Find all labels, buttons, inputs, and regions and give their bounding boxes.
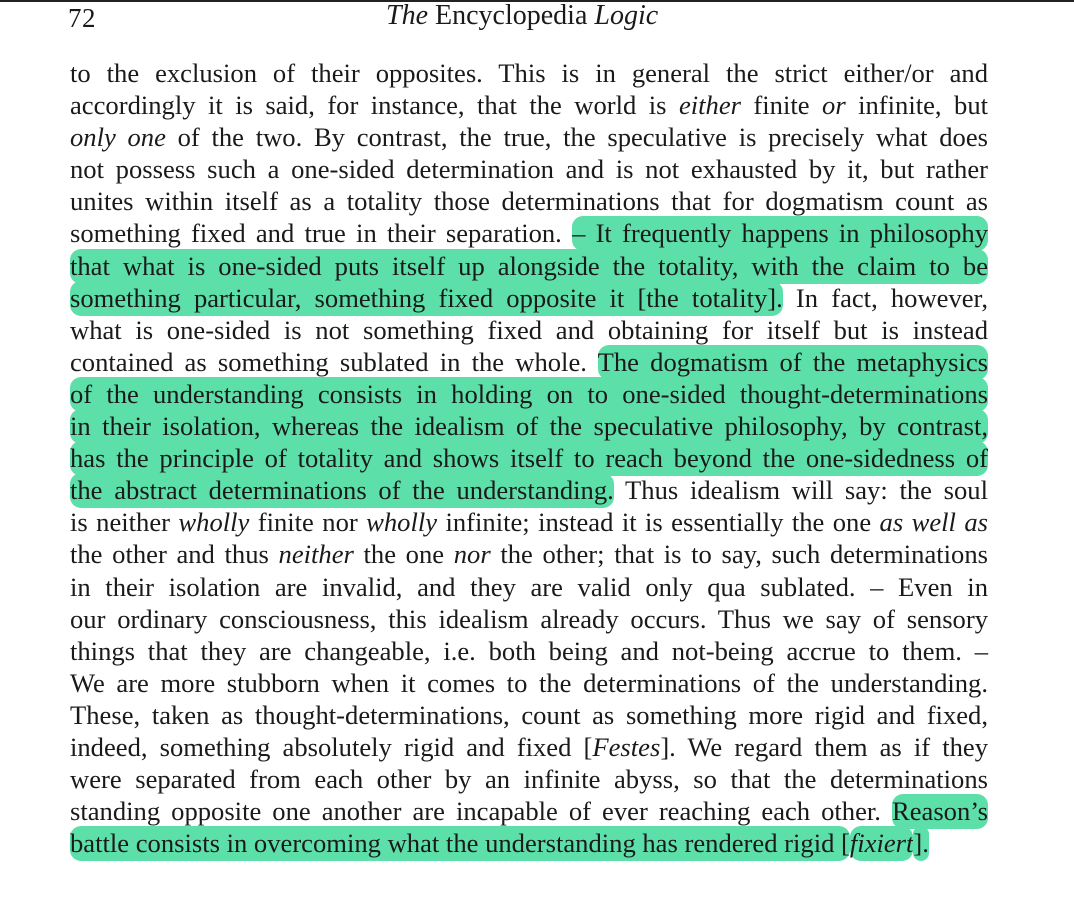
text-line: [70, 731, 988, 763]
italic-text: wholly: [366, 507, 438, 538]
text-segment: finite nor: [249, 507, 367, 538]
text-segment: things that they are changeable, i.e. both being and not-being accrue to them. –: [70, 635, 988, 666]
highlighted-text: The dogmatism of the metaphysics: [598, 345, 988, 380]
text-segment: the one: [353, 539, 454, 570]
highlighted-text: in their isolation, whereas the idealism of the speculative philosophy, by contrast,: [70, 409, 988, 444]
text-segment: infinite, but: [845, 90, 989, 121]
text-line: [70, 571, 988, 603]
highlighted-text: of the understanding consists in holding on to one-sided thought-determinations: [70, 377, 988, 412]
text-line: [70, 121, 988, 153]
text-line: [70, 506, 988, 538]
text-segment: what is one-sided is not something fixed and obtaining for itself but is instead: [70, 314, 988, 345]
text-line: [70, 795, 988, 827]
italic-text: either: [678, 90, 741, 121]
text-segment: standing opposite one another are incapable of ever reaching each other.: [70, 796, 892, 827]
text-line: [70, 346, 988, 378]
running-head-logic: Logic: [594, 0, 659, 31]
running-head-main: Encyclopedia: [428, 0, 595, 31]
text-line: [70, 474, 988, 506]
text-segment: accordingly it is said, for instance, that the world is: [70, 90, 679, 121]
highlighted-text: something particular, something fixed opposite it [the totality].: [70, 281, 783, 316]
text-segment: the other and thus: [70, 539, 279, 570]
text-segment: our ordinary consciousness, this idealism already occurs. Thus we say of sensory: [70, 603, 988, 634]
highlighted-text: that what is one-sided puts itself up alongside the totality, with the claim to be: [70, 249, 988, 284]
text-segment: were separated from each other by an infinite abyss, so that the determinations: [70, 764, 988, 795]
text-line: [70, 89, 988, 121]
running-head-the: The: [386, 0, 428, 31]
text-line: [70, 603, 988, 635]
italic-text: neither: [278, 539, 354, 570]
text-line: [70, 667, 988, 699]
text-segment: something fixed and true in their separation.: [70, 218, 573, 249]
highlighted-text: ].: [913, 826, 929, 861]
highlighted-text: Reason’s: [892, 794, 988, 829]
highlighted-text: – It frequently happens in philosophy: [572, 216, 988, 251]
italic-text: or: [822, 90, 846, 121]
text-segment: We are more stubborn when it comes to the determinations of the understanding.: [70, 667, 988, 698]
text-line: [70, 153, 988, 185]
italic-text: Festes: [592, 731, 661, 762]
text-line: [70, 185, 988, 217]
text-segment: is neither: [70, 507, 179, 538]
italic-text: wholly: [178, 507, 250, 538]
text-line: [70, 635, 988, 667]
text-line: [70, 410, 988, 442]
text-segment: In fact, however,: [782, 282, 988, 313]
text-line: [70, 699, 988, 731]
text-line: [70, 250, 988, 282]
highlighted-text: battle consists in overcoming what the understanding has rendered rigid [: [70, 826, 850, 861]
highlighted-text: the abstract determinations of the understanding.: [70, 473, 614, 508]
text-segment: unites within itself as a totality those determinations that for dogmatism count as: [70, 186, 988, 217]
text-segment: contained as something sublated in the whole.: [70, 346, 598, 377]
text-line: [70, 763, 988, 795]
text-segment: Thus idealism will say: the soul: [613, 475, 988, 506]
highlighted-text: has the principle of totality and shows itself to reach beyond the one-sidedness of: [70, 441, 988, 476]
italic-text: only one: [70, 122, 166, 153]
page-number: 72: [68, 3, 96, 33]
italic-text: nor: [453, 539, 491, 570]
text-line: [70, 538, 988, 570]
text-segment: ]. We regard them as if they: [660, 731, 988, 762]
text-line: [70, 217, 988, 249]
text-segment: indeed, something absolutely rigid and fixed [: [70, 731, 593, 762]
text-segment: infinite; instead it is essentially the one: [437, 507, 880, 538]
text-segment: not possess such a one-sided determination and is not exhausted by it, but rather: [70, 154, 988, 185]
highlighted-text: fixiert: [850, 826, 914, 861]
text-line: [70, 314, 988, 346]
text-line: [70, 282, 988, 314]
text-line: [70, 378, 988, 410]
text-line: [70, 827, 988, 859]
text-segment: finite: [740, 90, 823, 121]
text-line: [70, 57, 988, 89]
running-head: [386, 0, 658, 32]
text-segment: These, taken as thought-determinations, count as something more rigid and fixed,: [70, 699, 988, 730]
text-segment: the other; that is to say, such determinations: [490, 539, 988, 570]
text-segment: in their isolation are invalid, and they are valid only qua sublated. – Even in: [70, 571, 988, 602]
text-segment: to the exclusion of their opposites. This is in general the strict either/or and: [70, 58, 988, 88]
text-line: [70, 442, 988, 474]
text-segment: of the two. By contrast, the true, the speculative is precisely what does: [165, 122, 988, 153]
body-text: [70, 57, 988, 859]
italic-text: as well as: [879, 507, 988, 538]
